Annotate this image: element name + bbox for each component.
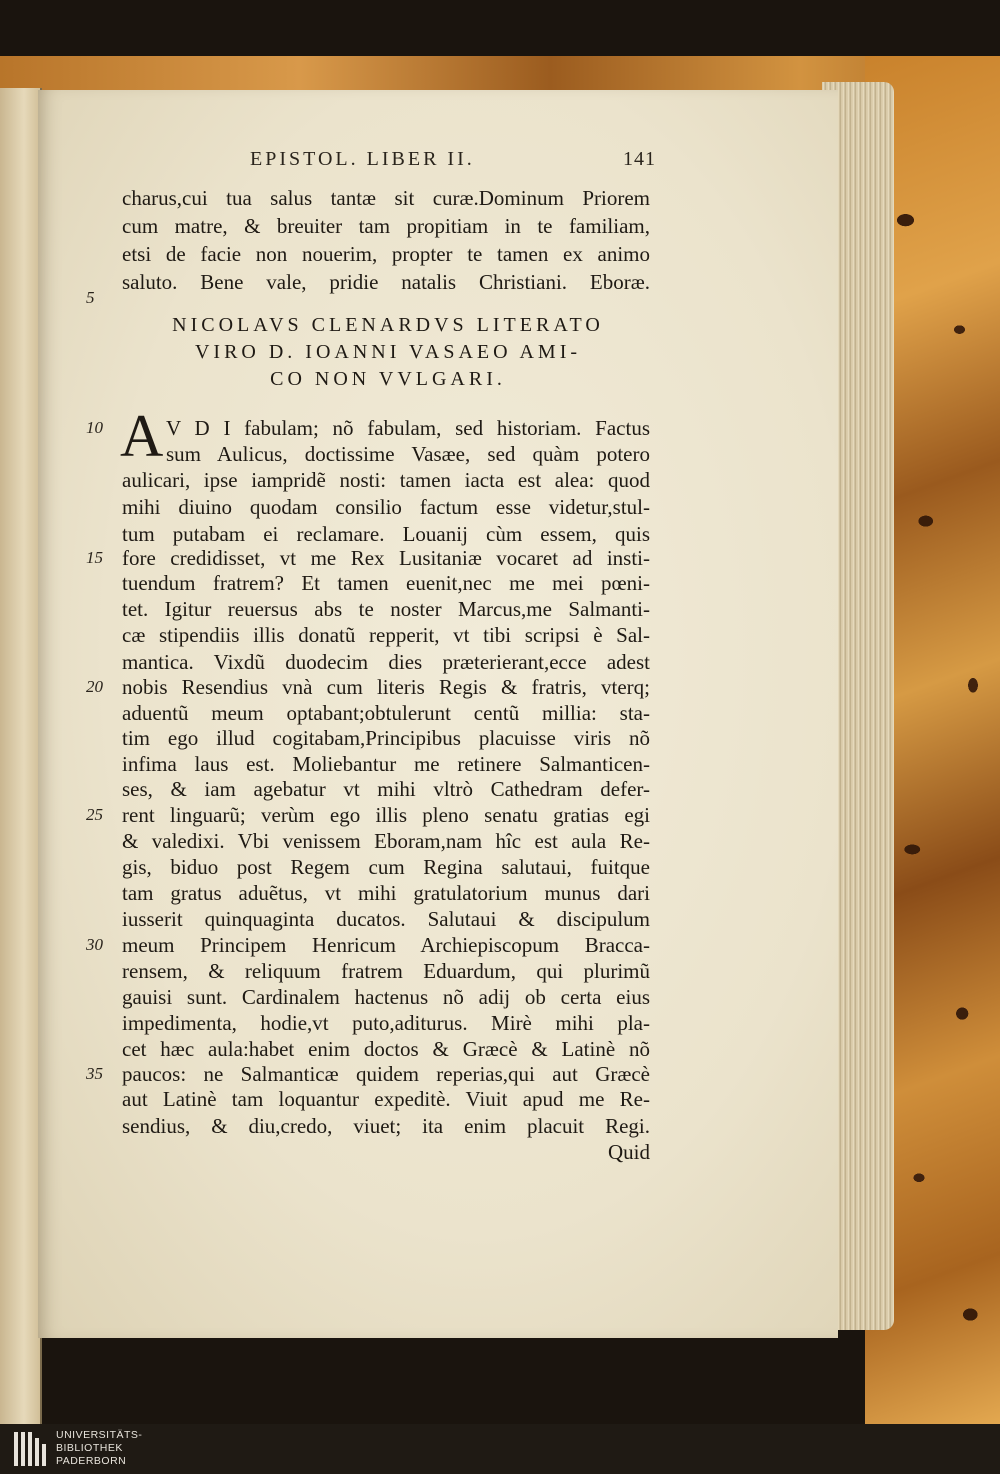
line-number: 20: [86, 677, 103, 696]
text-line: aduentũ meum optabant;obtulerunt centũ millia: sta-: [122, 701, 650, 725]
page-number: 141: [623, 148, 656, 170]
text-line: cet hæc aula:habet enim doctos & Græcè & Latinè nõ: [122, 1037, 650, 1061]
text-line: tet. Igitur reuersus abs te noster Marcus,me Salmanti-: [122, 597, 650, 621]
logo-line: BIBLIOTHEK: [56, 1442, 123, 1454]
text-line: ses, & iam agebatur vt mihi vltrò Cathedram defer-: [122, 777, 650, 801]
letter-heading-line: CO NON VVLGARI.: [270, 368, 506, 390]
text-line: fore credidisset, vt me Rex Lusitaniæ vocaret ad insti-: [122, 546, 650, 570]
text-line: etsi de facie non nouerim, propter te tamen ex animo: [122, 242, 650, 266]
text-line: rensem, & reliquum fratrem Eduardum, qui plurimũ: [122, 959, 650, 983]
drop-cap: A: [120, 403, 164, 469]
footer-bar: [0, 1424, 1000, 1474]
text-line: charus,cui tua salus tantæ sit curæ.Dominum Priorem: [122, 186, 650, 210]
text-line: tam gratus aduẽtus, vt mihi gratulatorium munus dari: [122, 881, 650, 905]
line-number: 15: [86, 548, 103, 567]
running-head-title: EPISTOL. LIBER II.: [250, 148, 475, 170]
text-line: aulicari, ipse iampridẽ nosti: tamen iacta est alea: quod: [122, 468, 650, 492]
text-line: rent linguarũ; verùm ego illis pleno senatu gratias egi: [122, 803, 650, 827]
text-line: mantica. Vixdũ duodecim dies præterierant,ecce adest: [122, 650, 650, 674]
text-line: cum matre, & breuiter tam propitiam in te familiam,: [122, 214, 650, 238]
line-number: 10: [86, 418, 103, 437]
line-number: 5: [86, 288, 95, 307]
text-line: sum Aulicus, doctissime Vasæe, sed quàm potero: [166, 442, 650, 466]
text-line: cæ stipendiis illis donatũ repperit, vt tibi scripsi è Sal-: [122, 623, 650, 647]
text-line: infima laus est. Moliebantur me retinere Salmanticen-: [122, 752, 650, 776]
text-line: gis, biduo post Regem cum Regina salutaui, fuitque: [122, 855, 650, 879]
line-number: 35: [86, 1064, 103, 1083]
text-line: iusserit quinquaginta ducatos. Salutaui & discipulum: [122, 907, 650, 931]
text-line: tim ego illud cogitabam,Principibus placuisse viris nõ: [122, 726, 650, 750]
university-logo-icon: [12, 1430, 48, 1468]
letter-heading-line: VIRO D. IOANNI VASAEO AMI-: [194, 341, 582, 363]
line-number: 25: [86, 805, 103, 824]
text-line: aut Latinè tam loquantur expeditè. Viuit apud me Re-: [122, 1087, 650, 1111]
text-line: tuendum fratrem? Et tamen euenit,nec me mei pœni-: [122, 571, 650, 595]
text-line: impedimenta, hodie,vt puto,aditurus. Mirè mihi pla-: [122, 1011, 650, 1035]
text-line: tum putabam ei reclamare. Louanij cùm essem, quis: [122, 522, 650, 546]
text-line: paucos: ne Salmanticæ quidem reperias,qui aut Græcè: [122, 1062, 650, 1086]
left-page-edge: [0, 88, 42, 1424]
university-logo-text: [56, 1429, 216, 1468]
text-line: nobis Resendius vnà cum literis Regis & fratris, vterq;: [122, 675, 650, 699]
line-number: 30: [86, 935, 103, 954]
letter-heading-line: NICOLAVS CLENARDVS LITERATO: [172, 314, 604, 336]
text-line: saluto. Bene vale, pridie natalis Christiani. Eboræ.: [122, 270, 650, 294]
text-line: & valedixi. Vbi venissem Eboram,nam hîc est aula Re-: [122, 829, 650, 853]
text-line: meum Principem Henricum Archiepiscopum Bracca-: [122, 933, 650, 957]
text-line: sendius, & diu,credo, viuet; ita enim placuit Regi.: [122, 1114, 650, 1138]
logo-line: PADERBORN: [56, 1455, 127, 1467]
logo-line: UNIVERSITÄTS-: [56, 1429, 143, 1441]
text-line: mihi diuino quodam consilio factum esse videtur,stul-: [122, 495, 650, 519]
text-line: gauisi sunt. Cardinalem hactenus nõ adij ob certa eius: [122, 985, 650, 1009]
catchword: Quid: [608, 1140, 650, 1164]
text-line: V D I fabulam; nõ fabulam, sed historiam. Factus: [166, 416, 650, 440]
